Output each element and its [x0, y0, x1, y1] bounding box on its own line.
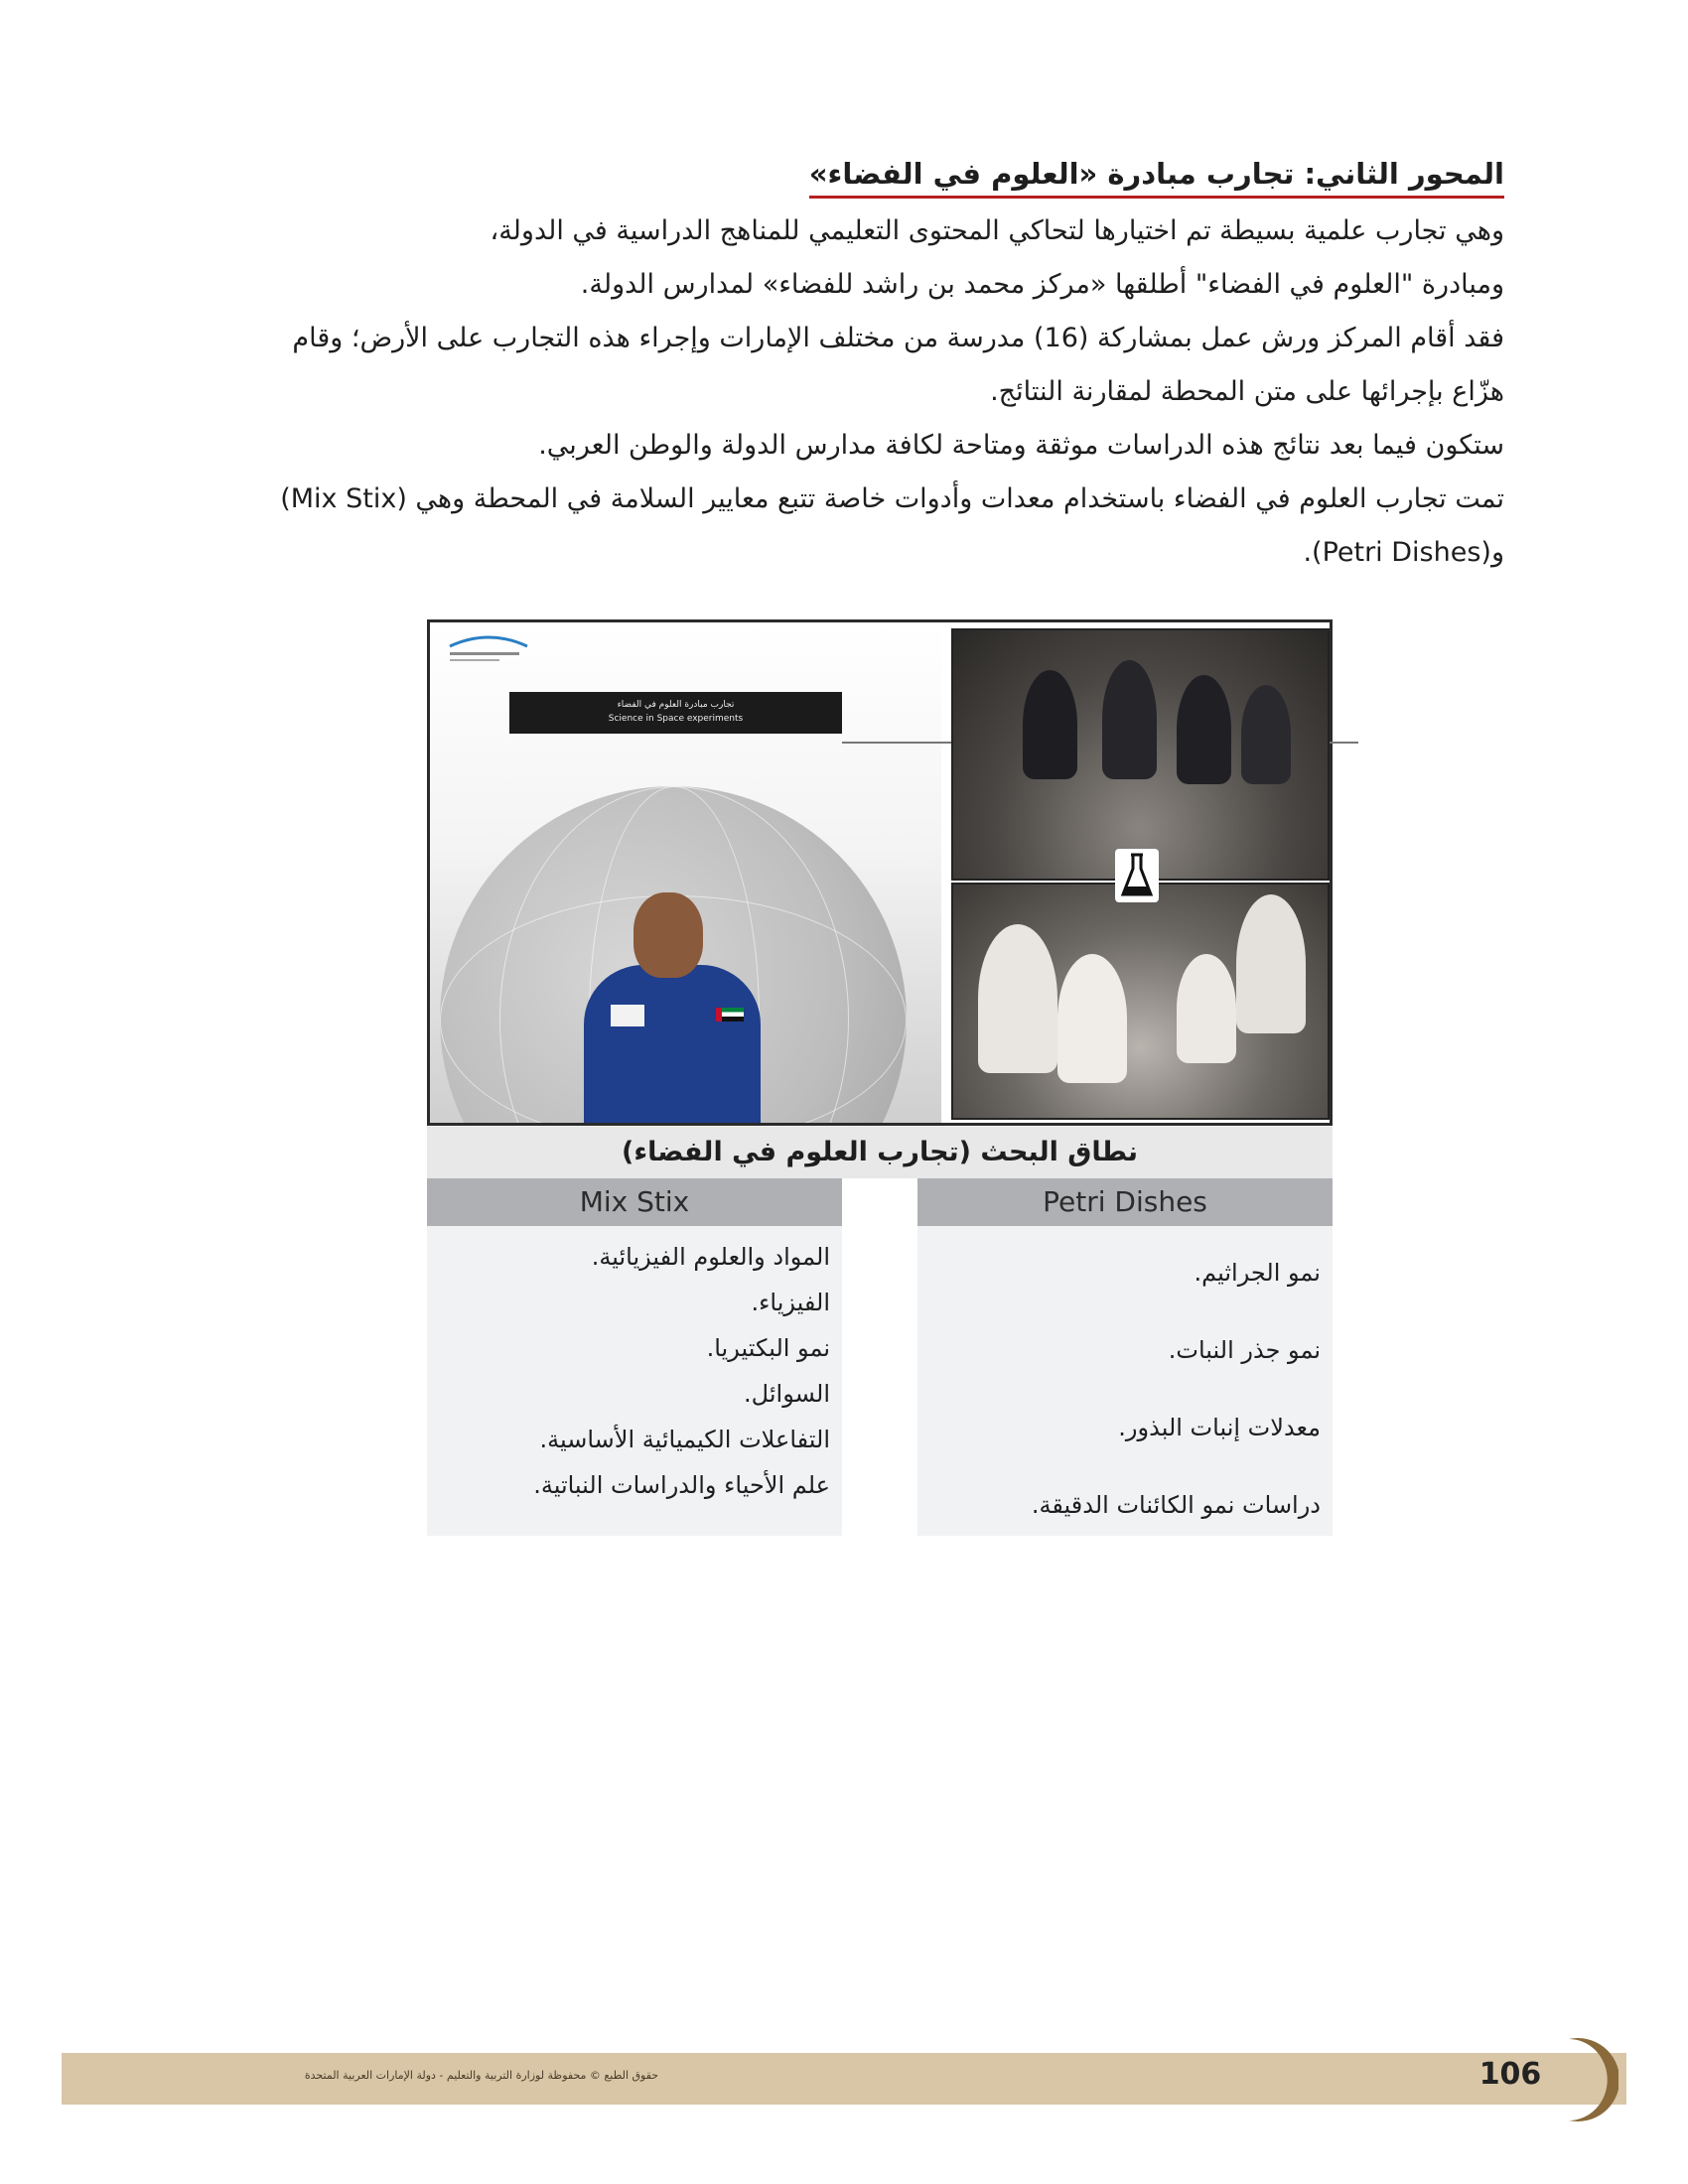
list-item: علم الأحياء والدراسات النباتية.: [533, 1471, 830, 1499]
flask-icon: [1115, 849, 1159, 902]
science-in-space-figure: [427, 619, 1333, 1126]
mix-stix-column: [427, 1178, 842, 1536]
section-heading: المحور الثاني: تجارب مبادرة «العلوم في الفضاء»: [809, 152, 1504, 199]
petri-dishes-header: Petri Dishes: [917, 1178, 1333, 1226]
list-item: دراسات نمو الكائنات الدقيقة.: [1031, 1491, 1321, 1519]
workshop-photo-bottom: [951, 883, 1330, 1120]
astronaut-suit: [584, 965, 761, 1123]
page-number: 106: [1478, 2057, 1542, 2092]
figure-label-en: Science in Space experiments: [608, 714, 744, 724]
list-item: التفاعلات الكيميائية الأساسية.: [539, 1426, 830, 1453]
list-item: نمو جذر النبات.: [1168, 1336, 1321, 1364]
list-item: المواد والعلوم الفيزيائية.: [591, 1243, 830, 1271]
petri-dishes-list: [917, 1226, 1333, 1544]
paragraph: تمت تجارب العلوم في الفضاء باستخدام معدات وأدوات خاصة تتبع معايير السلامة في المحطة وهي (Mix Stix) و(Petri Dishes).: [280, 483, 1504, 568]
list-item: معدلات إنبات البذور.: [1118, 1414, 1321, 1441]
name-badge: [611, 1005, 644, 1026]
globe-panel: [430, 622, 941, 1123]
footer-copyright: حقوق الطبع © محفوظة لوزارة التربية والتعليم - دولة الإمارات العربية المتحدة: [304, 2069, 659, 2082]
figure-label: [509, 692, 842, 734]
petri-dishes-column: [917, 1178, 1333, 1536]
list-item: السوائل.: [744, 1380, 830, 1408]
workshop-photo-top: [951, 628, 1330, 881]
astronaut-portrait: [633, 892, 703, 978]
figure-label-ar: تجارب مبادرة العلوم في الفضاء: [617, 700, 735, 710]
scope-title: نطاق البحث (تجارب العلوم في الفضاء): [427, 1127, 1333, 1178]
list-item: الفيزياء.: [751, 1289, 830, 1316]
article-body: [253, 149, 1504, 580]
mbrsc-logo-icon: [444, 630, 533, 670]
paragraph: ومبادرة "العلوم في الفضاء" أطلقها «مركز محمد بن راشد للفضاء» لمدارس الدولة.: [580, 269, 1504, 300]
mix-stix-list: [427, 1226, 842, 1508]
paragraph: فقد أقام المركز ورش عمل بمشاركة (16) مدرسة من مختلف الإمارات وإجراء هذه التجارب على الأرض؛ وقام هزّاع بإجرائها على متن المحطة لمقارنة النتائج.: [292, 323, 1504, 407]
uae-flag-icon: [716, 1008, 744, 1022]
list-item: نمو الجراثيم.: [1194, 1259, 1321, 1287]
mix-stix-header: Mix Stix: [427, 1178, 842, 1226]
paragraph: ستكون فيما بعد نتائج هذه الدراسات موثقة ومتاحة لكافة مدارس الدولة والوطن العربي.: [538, 430, 1504, 461]
list-item: نمو البكتيريا.: [706, 1334, 830, 1362]
paragraph: وهي تجارب علمية بسيطة تم اختيارها لتحاكي المحتوى التعليمي للمناهج الدراسية في الدولة،: [490, 215, 1504, 246]
crescent-ornament-icon: [1549, 2035, 1618, 2124]
